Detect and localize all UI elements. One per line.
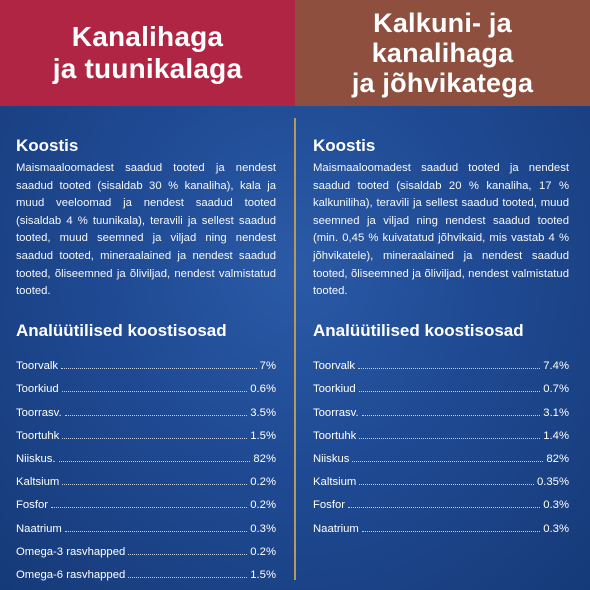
- analysis-value: 3.5%: [250, 406, 276, 419]
- dot-leader: [61, 367, 257, 369]
- product-panel-turkey-chicken-cranberry: [295, 0, 590, 590]
- analysis-value: 0.2%: [250, 476, 276, 489]
- dot-leader: [62, 390, 248, 392]
- analysis-value: 0.2%: [250, 545, 276, 558]
- analysis-value: 7.4%: [543, 360, 569, 373]
- analysis-name: Omega-3 rasvhapped: [16, 545, 126, 558]
- product-title: Kanalihaga ja tuunikalaga: [52, 21, 243, 84]
- dot-leader: [359, 437, 540, 439]
- analysis-row: [313, 488, 569, 511]
- analysis-value: 3.1%: [543, 406, 569, 419]
- analysis-name: Fosfor: [16, 499, 49, 512]
- analysis-value: 0.2%: [250, 499, 276, 512]
- dot-leader: [62, 483, 247, 485]
- dot-leader: [358, 367, 540, 369]
- dot-leader: [65, 530, 247, 532]
- analysis-value: 0.6%: [250, 383, 276, 396]
- analysis-value: 1.4%: [543, 429, 569, 442]
- composition-heading: Koostis: [16, 136, 79, 155]
- analysis-row: [313, 349, 569, 372]
- product-header: [295, 0, 590, 106]
- dot-leader: [128, 576, 247, 578]
- analysis-name: Toorvalk: [16, 360, 59, 373]
- analysis-name: Toorkiud: [313, 383, 356, 396]
- dot-leader: [128, 553, 247, 555]
- analysis-row: [16, 535, 276, 558]
- analysis-name: Toorrasv.: [313, 406, 359, 419]
- analysis-row: [313, 372, 569, 395]
- analysis-row: [16, 372, 276, 395]
- dot-leader: [362, 414, 541, 416]
- analysis-list: [313, 349, 569, 535]
- dot-leader: [51, 506, 247, 508]
- analysis-row: [313, 419, 569, 442]
- analysis-value: 0.3%: [543, 522, 569, 535]
- product-title: Kalkuni- ja kanalihaga ja jõhvikatega: [351, 8, 534, 98]
- analysis-row: [16, 488, 276, 511]
- analysis-name: Toortuhk: [313, 429, 357, 442]
- analysis-value: 0.3%: [250, 522, 276, 535]
- product-content: [313, 136, 569, 535]
- analysis-name: Niiskus.: [16, 452, 56, 465]
- dot-leader: [348, 506, 540, 508]
- analysis-value: 7%: [259, 360, 276, 373]
- product-header: [0, 0, 295, 106]
- composition-text: Maismaaloomadest saadud tooted ja nendest saadud tooted (sisaldab 30 % kanaliha), kala ja muud veeloomad ja nendest saadud tooted (sisaldab 4 % tuunikala), teravili ja sellest saadud tooted, muud seemned ja viljad ning nendest saadud tooted, mineraalained ja nendest saadud tooted, õliseemned ja õliviljad, nendest valmistatud tooted.: [16, 162, 276, 298]
- analysis-row: [16, 465, 276, 488]
- analysis-name: Toorkiud: [16, 383, 59, 396]
- analysis-row: [16, 511, 276, 534]
- analysis-value: 82%: [253, 452, 276, 465]
- analysis-value: 1.5%: [250, 429, 276, 442]
- analysis-row: [16, 558, 276, 581]
- analysis-name: Toorvalk: [313, 360, 356, 373]
- analysis-name: Naatrium: [16, 522, 62, 535]
- composition-heading: Koostis: [313, 136, 376, 155]
- dot-leader: [59, 460, 251, 462]
- product-content: [16, 136, 276, 581]
- dot-leader: [352, 460, 543, 462]
- analysis-row: [16, 419, 276, 442]
- analysis-name: Kaltsium: [313, 476, 357, 489]
- dot-leader: [362, 530, 540, 532]
- analysis-name: Kaltsium: [16, 476, 60, 489]
- analysis-value: 0.35%: [536, 476, 569, 489]
- analysis-row: [313, 465, 569, 488]
- dot-leader: [359, 390, 541, 392]
- analysis-name: Naatrium: [313, 522, 359, 535]
- analysis-value: 82%: [546, 452, 569, 465]
- analysis-row: [313, 395, 569, 418]
- analysis-value: 0.3%: [543, 499, 569, 512]
- analysis-heading: Analüütilised koostisosad: [16, 321, 227, 340]
- analysis-row: [313, 442, 569, 465]
- analysis-name: Omega-6 rasvhapped: [16, 568, 126, 581]
- analysis-row: [16, 349, 276, 372]
- analysis-name: Niiskus: [313, 452, 350, 465]
- analysis-heading: Analüütilised koostisosad: [313, 321, 524, 340]
- analysis-name: Toorrasv.: [16, 406, 62, 419]
- analysis-value: 0.7%: [543, 383, 569, 396]
- analysis-row: [16, 395, 276, 418]
- analysis-list: [16, 349, 276, 581]
- analysis-name: Toortuhk: [16, 429, 60, 442]
- analysis-row: [16, 442, 276, 465]
- dot-leader: [359, 483, 534, 485]
- dot-leader: [62, 437, 247, 439]
- composition-text: Maismaaloomadest saadud tooted ja nendest saadud tooted (sisaldab 20 % kanaliha, 17 % kalkuniliha), teravili ja sellest saadud tooted, muud seemned ja viljad ning nendest saadud tooted (min. 0,45 % kuivatatud jõhvikaid, mis vastab 4 % jõhvikatele), mineraalained ja nendest saadud tooted, õliseemned ja õliviljad, nendest valmistatud tooted.: [313, 162, 569, 298]
- analysis-name: Fosfor: [313, 499, 346, 512]
- analysis-row: [313, 511, 569, 534]
- analysis-value: 1.5%: [250, 568, 276, 581]
- dot-leader: [65, 414, 248, 416]
